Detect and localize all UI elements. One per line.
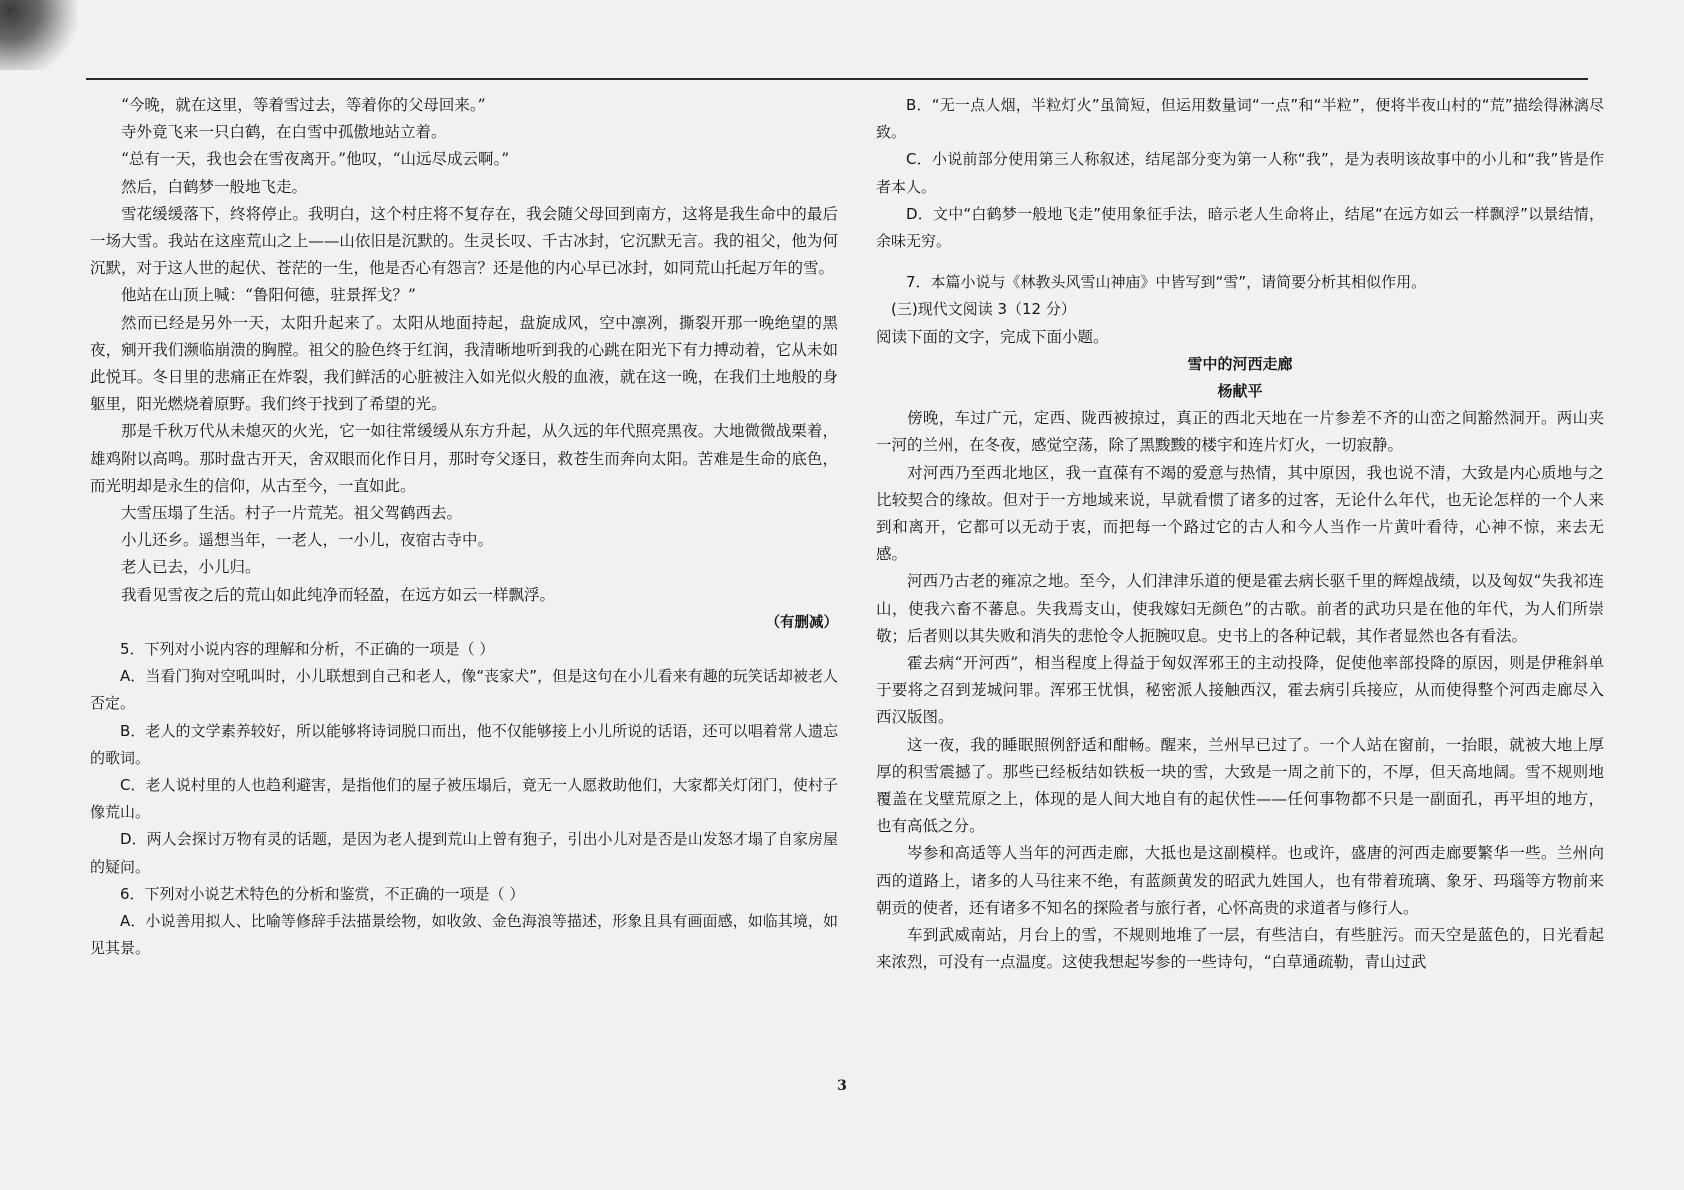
story-paragraph: 那是千秋万代从未熄灭的火光，它一如往常缓缓从东方升起，从久远的年代照亮黑夜。大地微微战栗着，雄鸡附以高鸣。那时盘古开天，舍双眼而化作日月，那时夸父逐日，救苍生而奔向太阳。苦难是生命的底色，而光明却是永生的信仰，从古至今，一直如此。: [90, 422, 838, 495]
article-author: 杨献平: [1217, 382, 1263, 401]
article-paragraph: 岑参和高适等人当年的河西走廊，大抵也是这副模样。也或许，盛唐的河西走廊要繁华一些。兰州向西的道路上，诸多的人马往来不绝，有蓝颜黄发的昭武九姓国人，也有带着琉璃、象牙、玛瑙等方物前来朝贡的使者，还有诸多不知名的探险者与旅行者，心怀高贵的求道者与修行人。: [876, 844, 1604, 917]
article-paragraph: 河西乃古老的雍凉之地。至今，人们津津乐道的便是霍去病长驱千里的辉煌战绩，以及匈奴“失我祁连山，使我六畜不蕃息。失我焉支山，使我嫁妇无颜色”的古歌。前者的武功只是在他的年代，为人们所崇敬；后者则以其失败和消失的悲怆令人扼腕叹息。史书上的各种记载，其作者显然也各有看法。: [876, 572, 1604, 645]
story-paragraph: 寺外竟飞来一只白鹤，在白雪中孤傲地站立着。: [121, 123, 447, 142]
article-paragraph: 这一夜，我的睡眠照例舒适和酣畅。醒来，兰州早已过了。一个人站在窗前，一抬眼，就被大地上厚厚的积雪震撼了。那些已经板结如铁板一块的雪，大致是一周之前下的，不厚，但天高地阔。雪不规则地覆盖在戈壁荒原之上，体现的是人间大地自有的起伏性——任何事物都不只是一副面孔，再平坦的地方，也有高低之分。: [876, 735, 1604, 836]
question-6-stem: 6．下列对小说艺术特色的分析和鉴赏，不正确的一项是（ ）: [120, 884, 525, 903]
question-6-option-c: C．小说前部分使用第三人称叙述，结尾部分变为第一人称“我”，是为表明该故事中的小儿和“我”皆是作者本人。: [876, 150, 1604, 196]
article-paragraph: 傍晚，车过广元，定西、陇西被掠过，真正的西北天地在一片参差不齐的山峦之间豁然洞开。两山夹一河的兰州，在冬夜，感觉空荡，除了黑黢黢的楼宇和连片灯火，一切寂静。: [876, 409, 1604, 455]
story-paragraph: 然后，白鹤梦一般地飞走。: [121, 177, 308, 196]
story-paragraph: 他站在山顶上喊：“鲁阳何德，驻景挥戈？”: [121, 286, 416, 305]
story-paragraph: 然而已经是另外一天，太阳升起来了。太阳从地面持起，盘旋成风，空中凛冽，撕裂开那一晚绝望的黑夜，剜开我们濒临崩溃的胸膛。祖父的脸色终于红润，我清晰地听到我的心跳在阳光下有力搏动着，它从未如此悦耳。冬日里的悲痛正在炸裂，我们鲜活的心脏被注入如光似火般的血液，就在这一晚，在我们土地般的身躯里，阳光燃烧着原野。我们终于找到了希望的光。: [90, 313, 838, 414]
story-paragraph: “今晚，就在这里，等着雪过去，等着你的父母回来。”: [121, 96, 486, 114]
question-5-option-d: D．两人会探讨万物有灵的话题，是因为老人提到荒山上曾有狍子，引出小儿对是否是山发怒才塌了自家房屋的疑问。: [90, 830, 838, 876]
story-paragraph: 老人已去，小儿归。: [121, 558, 261, 577]
section-heading: (三)现代文阅读 3（12 分）: [891, 300, 1076, 319]
article-title: 雪中的河西走廊: [1187, 354, 1293, 373]
question-5-stem: 5．下列对小说内容的理解和分析，不正确的一项是（ ）: [120, 640, 495, 659]
right-column: [876, 92, 1604, 977]
article-paragraph: 霍去病“开河西”，相当程度上得益于匈奴浑邪王的主动投降，促使他率部投降的原因，则是伊稚斜单于要将之召到茏城问罪。浑邪王忧惧，秘密派人接触西汉，霍去病引兵接应，从而使得整个河西走廊尽入西汉版图。: [876, 654, 1604, 727]
article-paragraph: 车到武威南站，月台上的雪，不规则地堆了一层，有些洁白，有些脏污。而天空是蓝色的，日光看起来浓烈，可没有一点温度。这使我想起岑参的一些诗句，“白草通疏勒，青山过武: [876, 926, 1604, 972]
question-5-option-a: A．当看门狗对空吼叫时，小儿联想到自己和老人，像“丧家犬”，但是这句在小儿看来有趣的玩笑话却被老人否定。: [90, 667, 838, 713]
abridged-note: （有删减）: [765, 613, 838, 631]
story-paragraph: 雪花缓缓落下，终将停止。我明白，这个村庄将不复存在，我会随父母回到南方，这将是我生命中的最后一场大雪。我站在这座荒山之上——山依旧是沉默的。生灵长叹、千古冰封，它沉默无言。我的祖父，他为何沉默，对于这人世的起伏、苍茫的一生，他是否心有怨言？还是他的内心早已冰封，如同荒山托起万年的雪。: [90, 204, 838, 278]
story-paragraph: “总有一天，我也会在雪夜离开。”他叹，“山远尽成云啊。”: [121, 150, 510, 169]
story-paragraph: 小儿还乡。遥想当年，一老人，一小儿，夜宿古寺中。: [121, 531, 494, 550]
question-5-option-b: B．老人的文学素养较好，所以能够将诗词脱口而出，他不仅能够接上小儿所说的话语，还可以唱着常人遗忘的歌词。: [90, 721, 838, 767]
left-column: [90, 92, 838, 963]
question-7: 7．本篇小说与《林教头风雪山神庙》中皆写到“雪”，请简要分析其相似作用。: [906, 273, 1427, 292]
story-paragraph: 大雪压塌了生活。村子一片荒芜。祖父驾鹤西去。: [121, 504, 463, 523]
question-5-option-c: C．老人说村里的人也趋利避害，是指他们的屋子被压塌后，竟无一人愿救助他们，大家都关灯闭门，使村子像荒山。: [90, 776, 838, 822]
question-6-option-b: B．“无一点人烟，半粒灯火”虽简短，但运用数量词“一点”和“半粒”，便将半夜山村的“荒”描绘得淋漓尽致。: [876, 96, 1604, 142]
question-6-option-d: D．文中“白鹤梦一般地飞走”使用象征手法，暗示老人生命将止，结尾“在远方如云一样飘浮”以景结情，余味无穷。: [876, 204, 1604, 251]
question-6-option-a: A．小说善用拟人、比喻等修辞手法描景绘物，如收敛、金色海浪等描述，形象且具有画面感，如临其境，如见其景。: [90, 912, 838, 958]
article-paragraph: 对河西乃至西北地区，我一直葆有不竭的爱意与热情，其中原因，我也说不清，大致是内心质地与之比较契合的缘故。但对于一方地域来说，早就看惯了诸多的过客，无论什么年代，也无论怎样的一个人来到和离开，它都可以无动于衷，而把每一个路过它的古人和今人当作一片黄叶看待，心神不惊，来去无感。: [876, 463, 1604, 564]
header-rule: [86, 78, 1588, 80]
page-number: 3: [837, 1078, 847, 1094]
scan-shadow-corner: [0, 0, 78, 70]
reading-instruction: 阅读下面的文字，完成下面小题。: [876, 327, 1109, 346]
story-paragraph: 我看见雪夜之后的荒山如此纯净而轻盈，在远方如云一样飘浮。: [121, 585, 556, 604]
